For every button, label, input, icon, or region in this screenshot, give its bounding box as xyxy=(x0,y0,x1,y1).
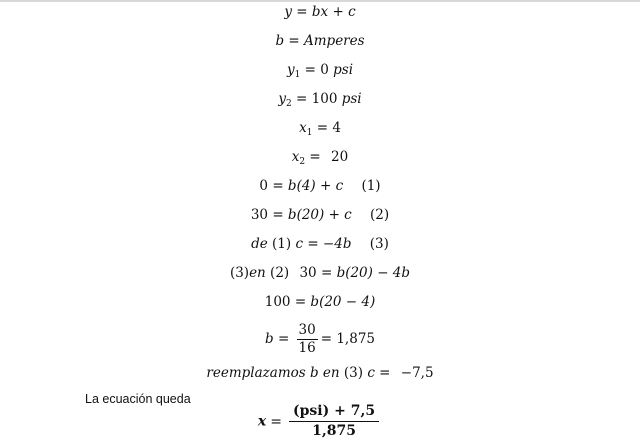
eq-value: Amperes xyxy=(304,33,365,49)
eq-term: c xyxy=(348,4,356,20)
eq-tag: (3) xyxy=(369,236,389,252)
eq-sign: = xyxy=(304,62,316,78)
eq-term: c xyxy=(295,236,304,252)
eq-value: 1,875 xyxy=(336,331,375,347)
equation-line-eq2 xyxy=(0,206,640,224)
eq-ref: (1) xyxy=(272,236,292,252)
result-label: La ecuación queda xyxy=(85,392,191,406)
equation-line-simplify xyxy=(0,293,640,311)
eq-rhs: b(4) + c xyxy=(287,178,344,194)
eq-unit: psi xyxy=(341,91,362,107)
eq-sign: = xyxy=(379,365,391,381)
eq-sign: = xyxy=(296,4,308,20)
eq-text: de xyxy=(251,236,268,252)
eq-sign: = xyxy=(272,207,284,223)
eq-subscript: 1 xyxy=(294,70,301,80)
eq-sign: = xyxy=(320,331,333,347)
eq-term: b xyxy=(264,331,274,347)
equation-line-y2 xyxy=(0,90,640,108)
equation-line-eq1 xyxy=(0,177,640,195)
eq-sign: = xyxy=(294,294,307,310)
eq-sign: = xyxy=(288,33,300,49)
eq-term: x xyxy=(299,120,307,136)
eq-value: −7,5 xyxy=(400,365,434,381)
eq-ref: (3) xyxy=(343,365,364,381)
eq-term: b xyxy=(275,33,285,49)
eq-ref: (2) xyxy=(270,265,290,281)
eq-lhs: 30 xyxy=(250,207,269,223)
eq-rhs: b(20) − 4b xyxy=(336,265,411,281)
fraction-denominator: 1,875 xyxy=(312,423,356,439)
fraction-denominator: 16 xyxy=(298,340,316,356)
eq-text: reemplazamos b en xyxy=(206,365,340,381)
eq-subscript: 2 xyxy=(299,157,306,167)
eq-value: 4 xyxy=(332,120,341,136)
eq-sign: = xyxy=(296,91,308,107)
eq-value: 0 xyxy=(320,62,329,78)
eq-lhs: 100 xyxy=(264,294,291,310)
page-top-edge xyxy=(0,0,640,2)
eq-rhs: −4b xyxy=(322,236,352,252)
equation-line-linear-form xyxy=(0,3,640,21)
eq-lhs: 0 xyxy=(259,178,269,194)
equation-line-substitution xyxy=(0,264,640,282)
eq-value: 20 xyxy=(331,149,349,165)
eq-lhs: 30 xyxy=(299,265,317,281)
eq-operator: + xyxy=(332,4,344,20)
eq-ref: (3) xyxy=(229,265,250,281)
eq-sign: = xyxy=(320,265,333,281)
eq-sign: = xyxy=(270,413,282,430)
eq-subscript: 2 xyxy=(286,99,292,109)
equation-line-b-amperes xyxy=(0,32,640,50)
eq-term: x xyxy=(257,413,267,430)
fraction xyxy=(297,322,318,357)
final-equation xyxy=(0,402,640,441)
eq-subscript: 1 xyxy=(306,128,313,138)
eq-value: 100 xyxy=(311,91,338,107)
eq-sign: = xyxy=(277,331,290,347)
eq-term: c xyxy=(367,365,375,381)
fraction-numerator: (psi) + 7,5 xyxy=(289,402,379,422)
eq-text: en xyxy=(249,265,266,281)
eq-term: x xyxy=(291,149,300,165)
eq-sign: = xyxy=(316,120,329,136)
eq-sign: = xyxy=(309,149,321,165)
eq-unit: psi xyxy=(333,62,354,78)
eq-rhs: b(20 − 4) xyxy=(310,294,376,310)
equation-line-b-result xyxy=(0,322,640,357)
eq-sign: = xyxy=(307,236,319,252)
eq-term: y xyxy=(278,91,287,107)
equation-line-c-result xyxy=(0,364,640,382)
eq-term: y xyxy=(286,62,295,78)
eq-rhs: b(20) + c xyxy=(287,207,352,223)
equation-line-x1 xyxy=(0,119,640,137)
equation-line-y1 xyxy=(0,61,640,79)
fraction-numerator: 30 xyxy=(298,322,316,338)
eq-tag: (1) xyxy=(361,178,381,194)
eq-term: bx xyxy=(311,4,329,20)
equation-line-x2 xyxy=(0,148,640,166)
equation-line-eq3 xyxy=(0,235,640,253)
eq-term: y xyxy=(284,4,292,20)
fraction xyxy=(289,402,379,441)
eq-tag: (2) xyxy=(370,207,390,223)
eq-sign: = xyxy=(272,178,284,194)
